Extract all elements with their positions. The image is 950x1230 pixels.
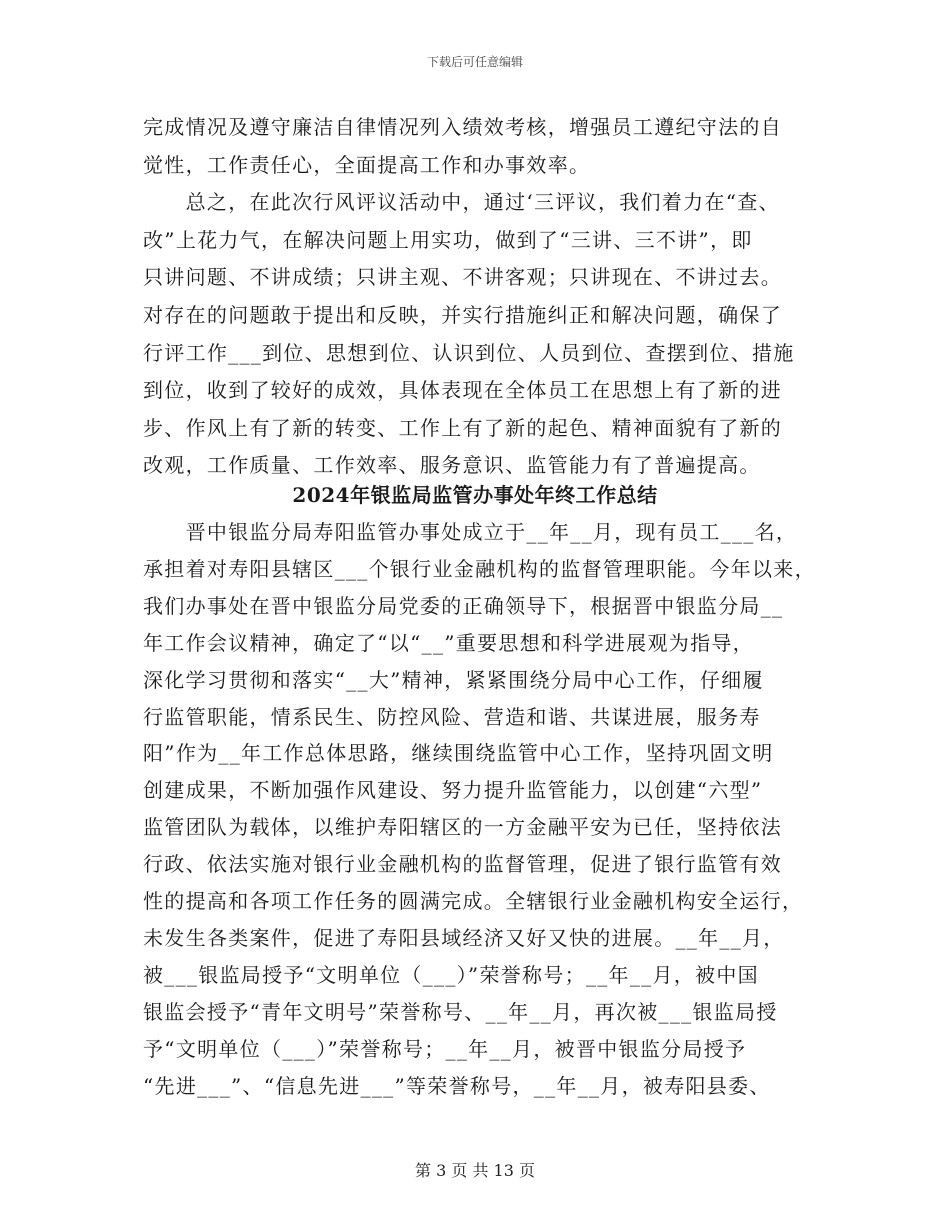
text-line: 承担着对寿阳县辖区___个银行业金融机构的监督管理职能。今年以来， — [143, 556, 816, 581]
text-line: 完成情况及遵守廉洁自律情况列入绩效考核，增强员工遵纪守法的自 — [143, 115, 782, 139]
text-line: 晋中银监分局寿阳监管办事处成立于__年__月，现有员工___名， — [143, 520, 798, 544]
text-line: 总之，在此次行风评议活动中，通过‘三评议，我们着力在“查、 — [143, 190, 780, 215]
text-line: 年工作会议精神，确定了“以“__”重要思想和科学进展观为指导， — [143, 630, 754, 655]
text-line: 监管团队为载体，以维护寿阳辖区的一方金融平安为已任，坚持依法 — [143, 815, 782, 840]
text-line: 对存在的问题敢于提出和反映，并实行措施纠正和解决问题，确保了 — [143, 303, 782, 327]
text-line: 行监管职能，情系民生、防控风险、营造和谐、共谋进展，服务寿 — [143, 704, 761, 729]
text-line: 未发生各类案件，促进了寿阳县域经济又好又快的进展。__年__月， — [143, 925, 785, 950]
text-line: 阳”作为__年工作总体思路，继续围绕监管中心工作，坚持巩固文明 — [143, 741, 774, 766]
text-line: 改观，工作质量、工作效率、服务意识、监管能力有了普遍提高。 — [143, 453, 761, 478]
page-header: 下载后可任意编辑 — [426, 55, 523, 69]
text-line: 改”上花力气，在解决问题上用实功，做到了“三讲、三不讲”，即 — [143, 227, 753, 252]
text-line: 创建成果，不断加强作风建设、努力提升监管能力，以创建“六型” — [143, 778, 763, 803]
text-line: 予“文明单位（___）”荣誉称号；__年__月，被晋中银监分局授予 — [143, 1036, 747, 1061]
text-line: 只讲问题、不讲成绩；只讲主观、不讲客观；只讲现在、不讲过去。 — [143, 265, 782, 290]
text-line: “先进___”、“信息先进___”等荣誉称号，__年__月，被寿阳县委、 — [143, 1073, 771, 1098]
section-title: 2024年银监局监管办事处年终工作总结 — [292, 483, 658, 507]
text-line: 性的提高和各项工作任务的圆满完成。全辖银行业金融机构安全运行， — [143, 889, 804, 913]
text-line: 银监会授予“青年文明号”荣誉称号、__年__月，再次被___银监局授 — [143, 999, 778, 1024]
text-line: 我们办事处在晋中银监分局党委的正确领导下，根据晋中银监分局__ — [143, 593, 784, 618]
text-line: 到位，收到了较好的成效，具体表现在全体员工在思想上有了新的进 — [143, 378, 782, 403]
text-line: 觉性，工作责任心，全面提高工作和办事效率。 — [143, 152, 591, 177]
text-line: 被___银监局授予“文明单位（___）”荣誉称号；__年__月，被中国 — [143, 962, 759, 987]
text-line: 步、作风上有了新的转变、工作上有了新的起色、精神面貌有了新的 — [143, 415, 782, 440]
text-line: 行政、依法实施对银行业金融机构的监督管理，促进了银行监管有效 — [143, 852, 782, 877]
text-line: 行评工作___到位、思想到位、认识到位、人员到位、查摆到位、措施 — [143, 340, 795, 365]
page-footer: 第 3 页 共 13 页 — [415, 1161, 535, 1180]
text-line: 深化学习贯彻和落实“__大”精神，紧紧围绕分局中心工作，仔细履 — [143, 667, 764, 692]
